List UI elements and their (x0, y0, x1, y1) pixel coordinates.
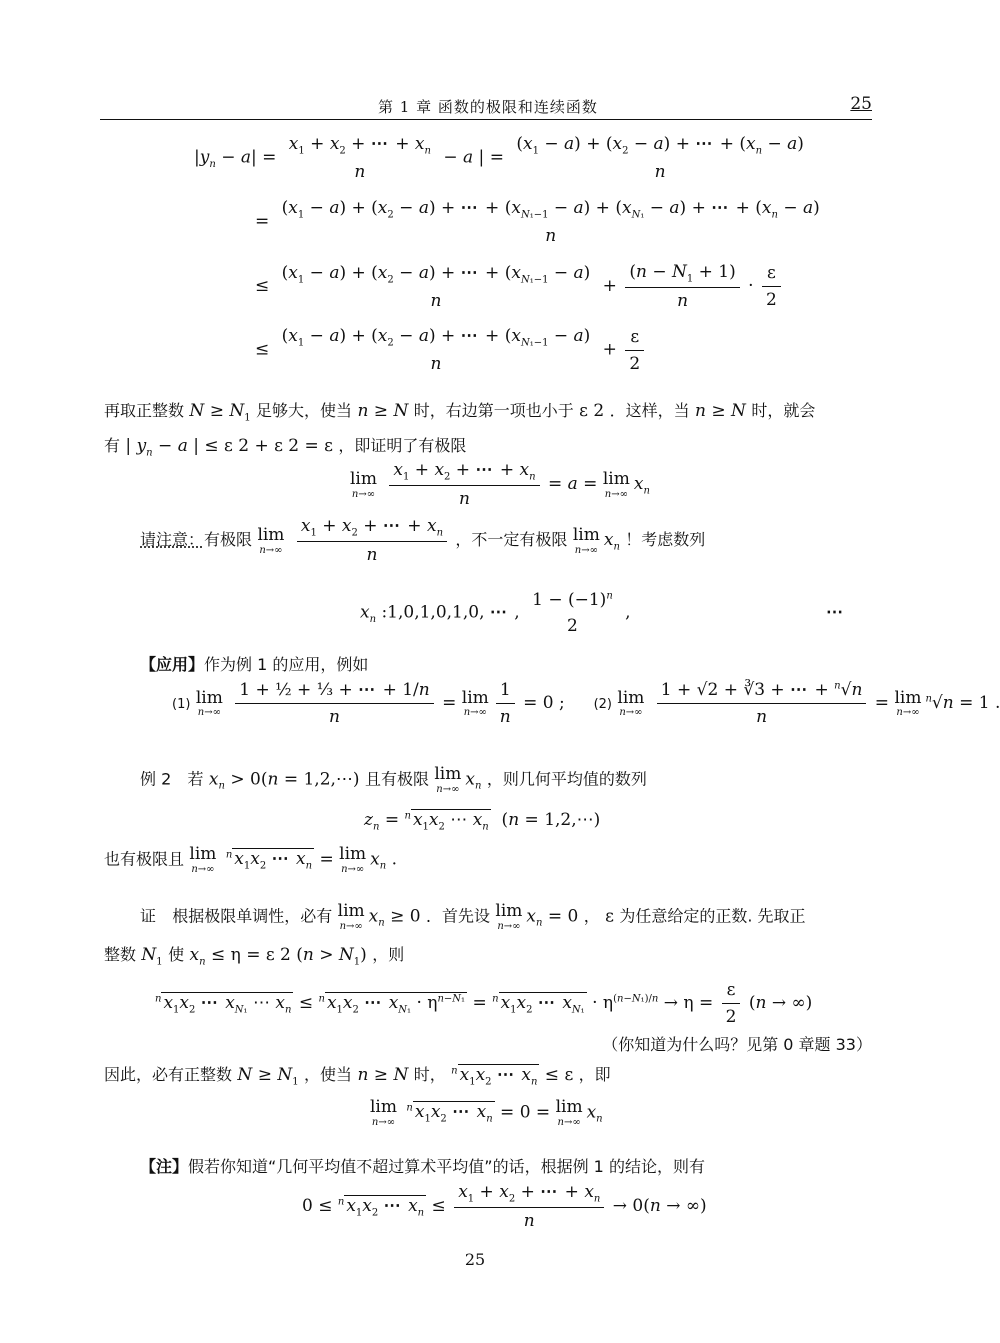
limit-equation-1: lim n→∞ $\frac{x_1 + x_2 + \cdots + x_n}{n}$ = a = lim n→∞ $x_n$ (350, 460, 650, 510)
equation-line-3: ≤ $(x_1 - a) + (x_2 - a)$ + ⋯ + $(x_{N_1-1} - a)$ n + $\frac{(n - N_1 + 1)}{n}$ · $\frac{\varepsilon}{2}$ (255, 262, 784, 311)
attention-line: 请注意：有极限 lim n→∞ $\frac{x_1 + x_2 + \cdots + x_n}{n}$ ，不一定有极限 lim n→∞ $x_n$ ！考虑数列 (140, 516, 706, 566)
proof-line-2: 整数 $N_1$ 使 $x_n \le \eta = \varepsilon$ 2 $(n > N_1)$ ，则 (104, 945, 405, 968)
application-examples: (1) lim n→∞ $\frac{\text{1 + ½ + ⅓ + ⋯ + 1/n}}{n}$ = lim n→∞ $\frac{1}{n}$ = 0 ; (2) lim n→∞ $\frac{1 + √2 + ∛3 + \cdots + ^n√n}{n}$ = lim n→∞ $^n$√n = 1 . (172, 680, 1000, 727)
equation-line-4: ≤ $(x_1 - a) + (x_2 - a)$ + ⋯ + $(x_{N_1-1} - a)$ n + $\frac{\varepsilon}{2}$ (255, 326, 647, 374)
geometric-mean-def: $z_n = ^n$ $x_1x_2$ ⋯ $x_n$ (n = 1,2,⋯) (364, 810, 601, 833)
also-limit-line: 也有极限且 lim n→∞ $^n$ $x_1x_2$ ⋯ $x_n = \lim$ n→∞ $x_n$ . (104, 844, 397, 875)
header-page-number: 25 (850, 94, 872, 114)
proof-line-1: 证 根据极限单调性，必有 lim n→∞ $x_n \ge 0$ ．首先设 lim n→∞ $x_n = 0$ ， ε 为任意给定的正数. 先取正 (140, 901, 806, 932)
note-inequality: 0 ≤ $^n$ $x_1x_2$ ⋯ $x_n$ ≤ $\frac{x_1 + x_2 + \cdots + x_n}{n}$ → 0(n → ∞) (302, 1182, 707, 1232)
equation-line-1: $|y_n - a|$ = $x_1 + x_2$ + ⋯ + $x_n$ n − a | = $(x_1 - a) + (x_2 - a)$ + ⋯ + $(x_n - a)$ n (194, 134, 804, 183)
thus-line: 因此，必有正整数 $N \ge N_1$ ，使当 n ≥ N 时， $^n$ $x_1x_2$ ⋯ $x_n \le \varepsilon$ ，即 (104, 1065, 611, 1088)
conclusion-limit: lim n→∞ $^n$ $x_1x_2$ ⋯ $x_n = 0 = \lim$ n→∞ $x_n$ (370, 1097, 603, 1128)
note-line: 【注】假若你知道“几何平均值不超过算术平均值”的话，根据例 1 的结论，则有 (140, 1157, 705, 1176)
example2-line: 例 2 若 $x_n > 0(n$ = 1,2,⋯) 且有极限 lim n→∞ $x_n$ ，则几何平均值的数列 (140, 764, 647, 795)
equation-line-2: = $(x_1 - a) + (x_2 - a)$ + ⋯ + $(x_{N_1-1} - a) + (x_{N_1} - a)$ + ⋯ + $(x_n - a)$ n (255, 198, 820, 247)
application-line: 【应用】作为例 1 的应用，例如 (140, 655, 369, 674)
sequence-example: $x_n$ :1,0,1,0,1,0, ⋯ , $1 - (-1)^n$ 2 , ⋯ (360, 590, 845, 636)
reference-note: （你知道为什么吗？见第 0 章题 33） (602, 1035, 872, 1054)
footer-page-number: 25 (464, 1250, 486, 1269)
chapter-header: 第 1 章 函数的极限和连续函数 (378, 98, 598, 116)
proof-inequality: $^n$ $x_1x_2$ ⋯ $x_{N_1}$ ⋯ $x_n \le ^n$ $x_1x_2$ ⋯ $x_{N_1} \cdot \eta^{n-N_1} = ^n$ $x_1x_2$ ⋯ $x_{N_1} \cdot \eta^{(n-N_1)/n} \to \eta$ = $\frac{\varepsilon}{2}$ (n → ∞) (155, 980, 813, 1027)
paragraph-continue-1: 再取正整数 $N \ge N_1$ 足够大，使当 n ≥ N 时，右边第一项也小于 ε 2 ．这样，当 n ≥ N 时，就会 (104, 401, 816, 424)
header-rule (100, 119, 872, 120)
paragraph-continue-2: 有 | $y_n - a$ | ≤ ε 2 + ε 2 = ε ，即证明了有极限 (104, 436, 467, 459)
